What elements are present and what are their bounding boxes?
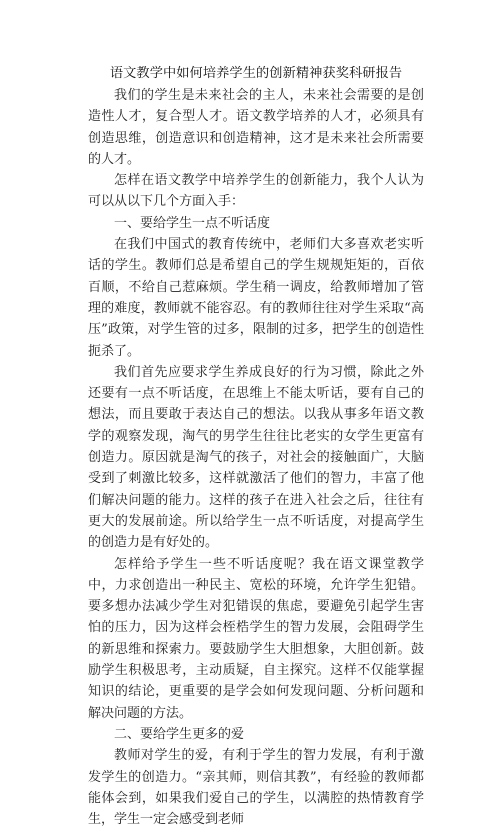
document-title: 语文教学中如何培养学生的创新精神获奖科研报告 xyxy=(109,66,403,81)
section-heading-1: 一、要给学生一点不听话度 xyxy=(114,215,271,231)
paragraph-habits: 我们首先应要求学生养成良好的行为习惯，除此之外还要有一点不听话度，在思维上不能太听话，要有自己的想法，而且要敢于表达自己的想法。以我从事多年语文教学的观察发现，淘气的男学生往往比老实的女学生更富有创造力。原因就是淘气的孩子，对社会的接触面广，大脑受到了刺激比较多，这样就激活了他们的智力，丰富了他们解决问题的能力。这样的孩子在进入社会之后，往往有更大的发展前途。所以给学生一点不听话度，对提高学生的创造力是有好处的。 xyxy=(88,364,424,551)
paragraph-tradition: 在我们中国式的教育传统中，老师们大多喜欢老实听话的学生。教师们总是希望自己的学生规规矩矩的，百依百顺，不给自己惹麻烦。学生稍一调皮，给教师增加了管理的难度，教师就不能容忍。有的教师往往对学生采取“高压”政策，对学生管的过多，限制的过多，把学生的创造性扼杀了。 xyxy=(88,237,424,359)
paragraph-intro: 我们的学生是未来社会的主人，未来社会需要的是创造性人才，复合型人才。语文教学培养的人才，必须具有创造思维，创造意识和创造精神，这才是未来社会所需要的人才。 xyxy=(88,88,424,167)
section-heading-2: 二、要给学生更多的爱 xyxy=(114,726,245,742)
paragraph-approach: 怎样在语文教学中培养学生的创新能力，我个人认为可以从以下几个方面入手： xyxy=(88,173,424,210)
document-page xyxy=(88,64,424,830)
paragraph-method: 怎样给予学生一些不听话度呢？我在语文课堂教学中，力求创造出一种民主、宽松的环境，允许学生犯错。要多想办法减少学生对犯错误的焦虑，要避免引起学生害怕的压力，因为这样会桎梏学生的智力发展，会阻碍学生的新思维和探索力。要鼓励学生大胆想象，大胆创新。鼓励学生积极思考，主动质疑，自主探究。这样不仅能掌握知识的结论，更重要的是学会如何发现问题、分析问题和解决问题的方法。 xyxy=(88,556,424,721)
paragraph-love: 教师对学生的爱，有利于学生的智力发展，有利于激发学生的创造力。“亲其师，则信其教”，有经验的教师都能体会到，如果我们爱自己的学生，以满腔的热情教育学生，学生一定会感受到老师 xyxy=(88,748,424,828)
